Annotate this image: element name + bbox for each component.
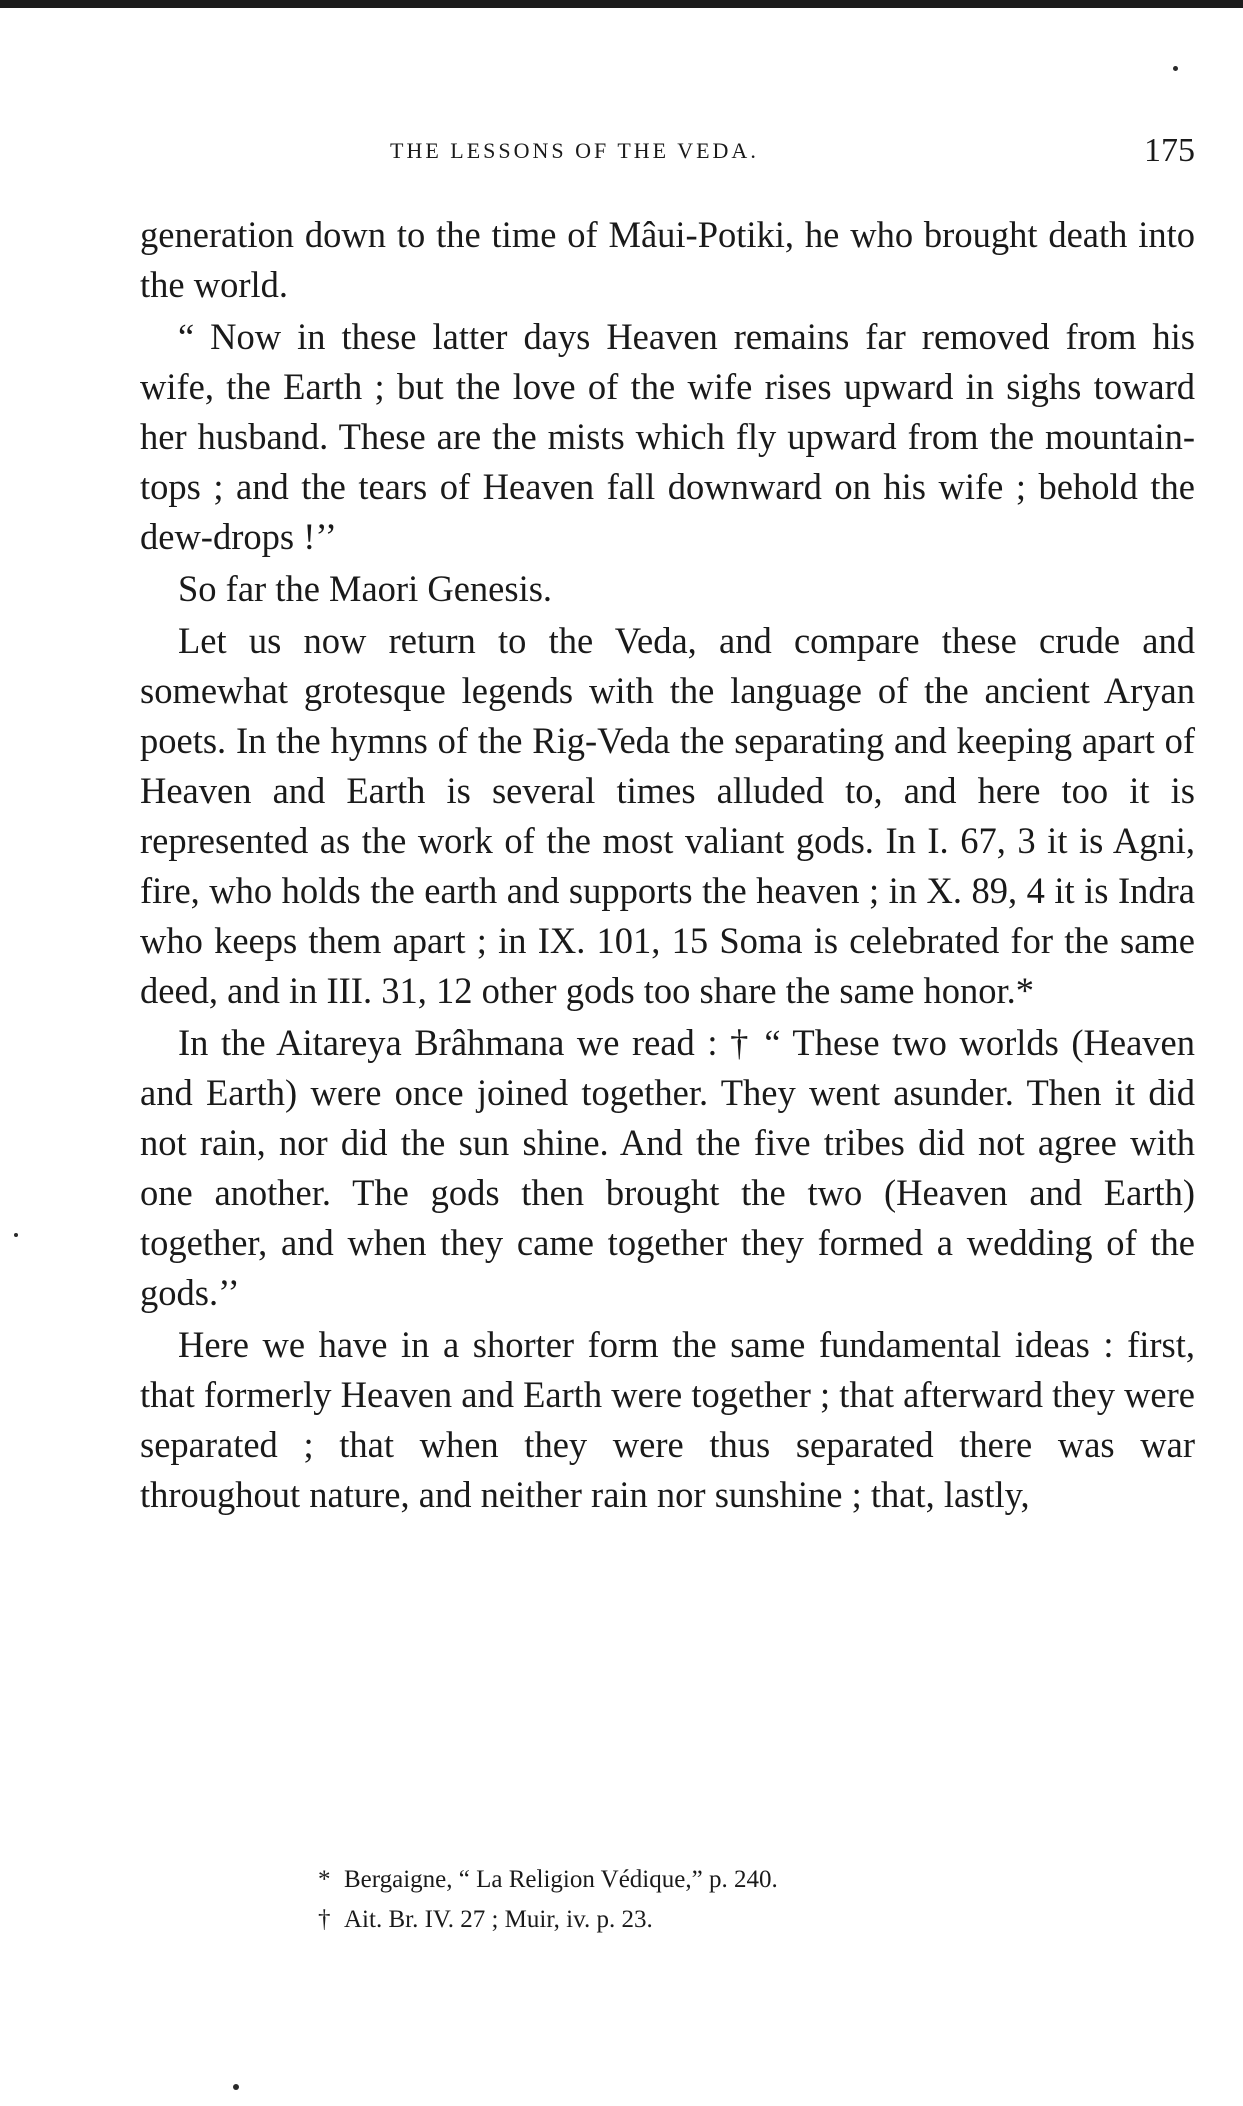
paragraph: Let us now return to the Veda, and compare these crude and somewhat grotesque legends with the language of the ancient Aryan poets. In the hymns of the Rig-Veda the separating and keeping apart of Heaven and Earth is several times alluded to, and here too it is represented as the work of the most valiant gods. In I. 67, 3 it is Agni, fire, who holds the earth and supports the heaven ; in X. 89, 4 it is Indra who keeps them apart ; in IX. 101, 15 Soma is celebrated for the same deed, and in III. 31, 12 other gods too share the same honor.* <box>140 620 1195 1011</box>
page-number: 175 <box>1144 132 1195 169</box>
footnote-mark: * <box>318 1866 331 1893</box>
running-head <box>140 132 1195 172</box>
footnote <box>318 1900 1078 1940</box>
running-title: THE LESSONS OF THE VEDA. <box>390 138 759 163</box>
paragraph: Here we have in a shorter form the same fundamental ideas : first, that formerly Heaven and Earth were together ; that afterward they were separated ; that when they were thus separated there was war throughout nature, and neither rain nor sunshine ; that, lastly, <box>140 1324 1195 1515</box>
footnote-text: Ait. Br. IV. 27 ; Muir, iv. p. 23. <box>344 1906 653 1933</box>
paragraph: In the Aitareya Brâhmana we read : † “ These two worlds (Heaven and Earth) were once joined together. They went asunder. Then it did not rain, nor did the sun shine. And the five tribes did not agree with one another. The gods then brought the two (Heaven and Earth) together, and when they came together they formed a wedding of the gods.’’ <box>140 1022 1195 1313</box>
speck-mark <box>233 2084 239 2090</box>
footnote-text: Bergaigne, “ La Religion Védique,” p. 240. <box>344 1866 778 1893</box>
body-text <box>140 210 1195 1520</box>
paragraph: generation down to the time of Mâui-Potiki, he who brought death into the world. <box>140 214 1195 305</box>
footnotes <box>318 1860 1078 1940</box>
footnote <box>318 1860 1078 1900</box>
top-page-rule <box>0 0 1243 8</box>
paragraph: “ Now in these latter days Heaven remains far removed from his wife, the Earth ; but the love of the wife rises upward in sighs toward her husband. These are the mists which fly upward from the mountain-tops ; and the tears of Heaven fall downward on his wife ; behold the dew-drops !’’ <box>140 316 1195 557</box>
paragraph: So far the Maori Genesis. <box>178 568 553 609</box>
speck-mark <box>1173 66 1178 71</box>
speck-mark <box>14 1233 18 1237</box>
footnote-mark: † <box>318 1906 331 1933</box>
